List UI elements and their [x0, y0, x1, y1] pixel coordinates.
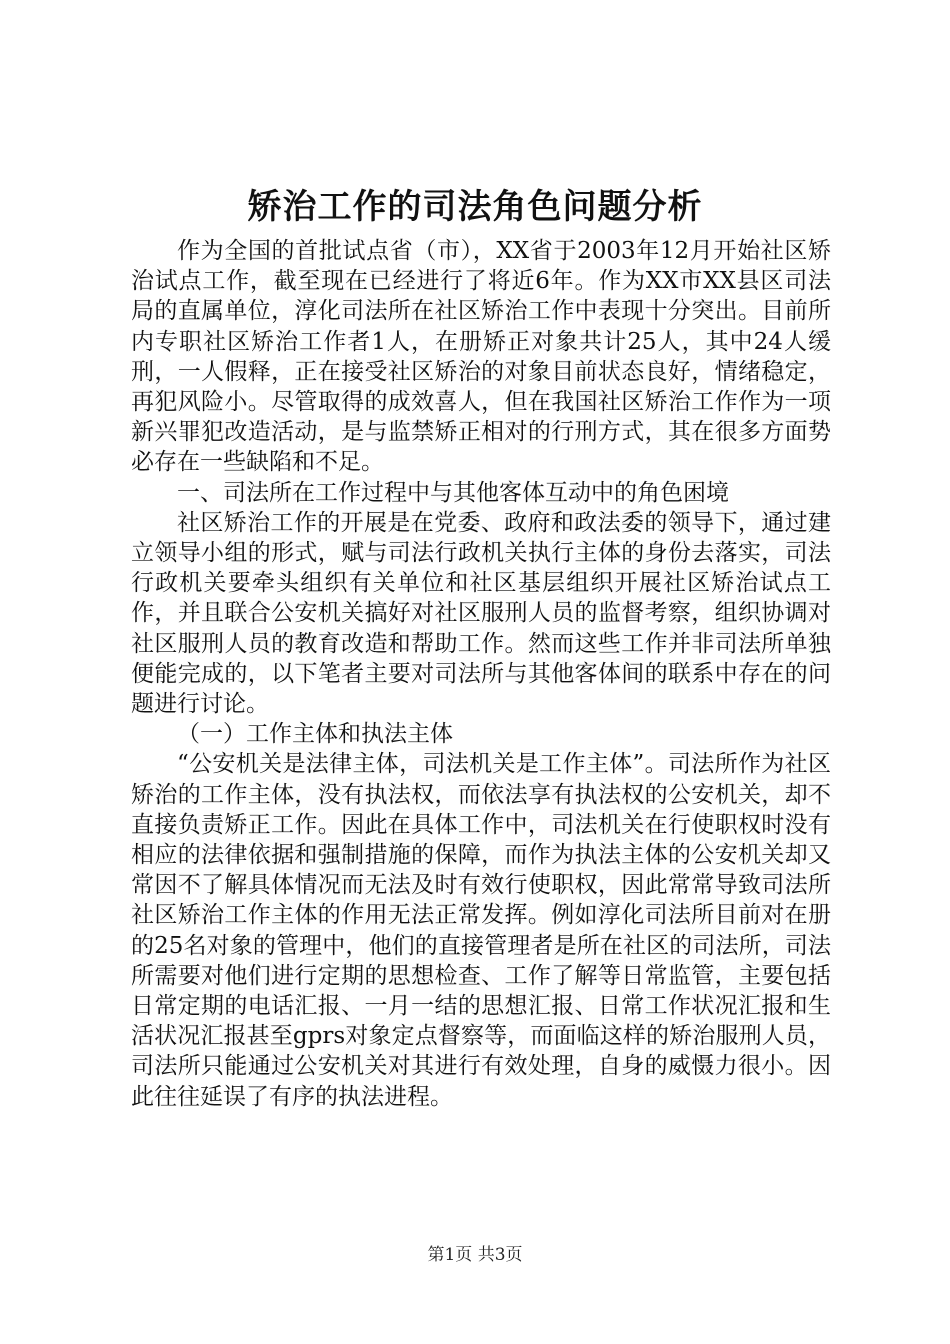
page-number-footer: 第1页 共3页	[427, 1245, 523, 1265]
paragraph-section-1: 社区矫治工作的开展是在党委、政府和政法委的领导下，通过建立领导小组的形式，赋与司法行政机关执行主体的身份去落实，司法行政机关要牵头组织有关单位和社区基层组织开展社区矫治试点工作，并且联合公安机关搞好对社区服刑人员的监督考察，组织协调对社区服刑人员的教育改造和帮助工作。然而这些工作并非司法所单独便能完成的，以下笔者主要对司法所与其他客体间的联系中存在的问题进行讨论。	[131, 509, 831, 718]
section-heading-1: 一、司法所在工作过程中与其他客体互动中的角色困境	[177, 479, 729, 506]
subsection-heading-1: （一）工作主体和执法主体	[177, 721, 453, 748]
paragraph-subsection-1: “公安机关是法律主体，司法机关是工作主体”。司法所作为社区矫治的工作主体，没有执法权，而依法享有执法权的公安机关，却不直接负责矫正工作。因此在具体工作中，司法机关在行使职权时没有相应的法律依据和强制措施的保障，而作为执法主体的公安机关却又常因不了解具体情况而无法及时有效行使职权，因此常常导致司法所社区矫治工作主体的作用无法正常发挥。例如淳化司法所目前对在册的25名对象的管理中，他们的直接管理者是所在社区的司法所，司法所需要对他们进行定期的思想检查、工作了解等日常监管，主要包括日常定期的电话汇报、一月一结的思想汇报、日常工作状况汇报和生活状况汇报甚至gprs对象定点督察等，而面临这样的矫治服刑人员，司法所只能通过公安机关对其进行有效处理，自身的威慑力很小。因此往往延误了有序的执法进程。	[131, 751, 831, 1110]
document-title: 矫治工作的司法角色问题分析	[247, 187, 703, 227]
paragraph-intro: 作为全国的首批试点省（市），XX省于2003年12月开始社区矫治试点工作，截至现在已经进行了将近6年。作为XX市XX县区司法局的直属单位，淳化司法所在社区矫治工作中表现十分突出。目前所内专职社区矫治工作者1人，在册矫正对象共计25人，其中24人缓刑，一人假释，正在接受社区矫治的对象目前状态良好，情绪稳定，再犯风险小。尽管取得的成效喜人，但在我国社区矫治工作作为一项新兴罪犯改造活动，是与监禁矫正相对的行刑方式，其在很多方面势必存在一些缺陷和不足。	[131, 238, 831, 476]
document-body	[131, 236, 831, 1112]
